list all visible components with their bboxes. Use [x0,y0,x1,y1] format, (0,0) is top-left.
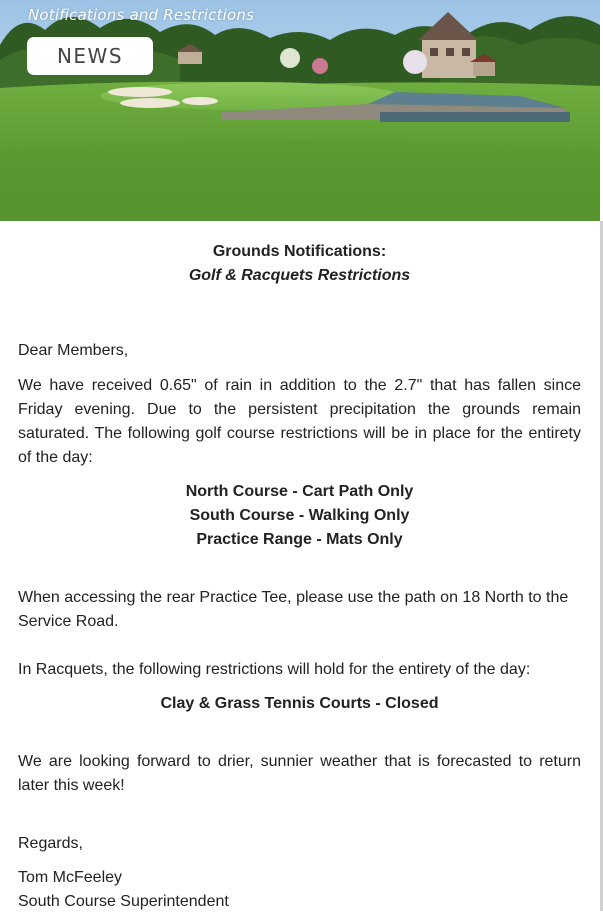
rain-paragraph: We have received 0.65" of rain in addition to the 2.7" that has fallen since Friday evening. Due to the persistent precipitation the grounds remain saturated. The following golf course restrictions will be in place for the entirety of the day: [18,377,581,466]
racquets-paragraph: In Racquets, the following restrictions will hold for the entirety of the day: [18,661,531,678]
weather-paragraph: We are looking forward to drier, sunnier weather that is forecasted to return later this week! [18,753,581,794]
closing: Regards, [18,835,83,852]
signature-name: Tom McFeeley [18,869,123,886]
restriction-practice-range: Practice Range - Mats Only [196,531,403,548]
greeting: Dear Members, [18,342,129,359]
restriction-south-course: South Course - Walking Only [189,507,410,524]
news-button[interactable]: NEWS [27,37,153,75]
article-heading: Grounds Notifications: [212,243,387,260]
hero-banner [0,0,600,221]
restriction-tennis-courts: Clay & Grass Tennis Courts - Closed [160,695,439,712]
golf-course-photo [0,0,600,221]
signature-title: South Course Superintendent [18,893,229,910]
practice-tee-paragraph: When accessing the rear Practice Tee, please use the path on 18 North to the Service Road. [18,589,569,630]
golf-restrictions-list [18,480,581,552]
article-body [18,221,581,914]
hero-kicker: Notifications and Restrictions [28,6,255,24]
restriction-north-course: North Course - Cart Path Only [185,483,414,500]
article-subheading: Golf & Racquets Restrictions [188,267,411,284]
